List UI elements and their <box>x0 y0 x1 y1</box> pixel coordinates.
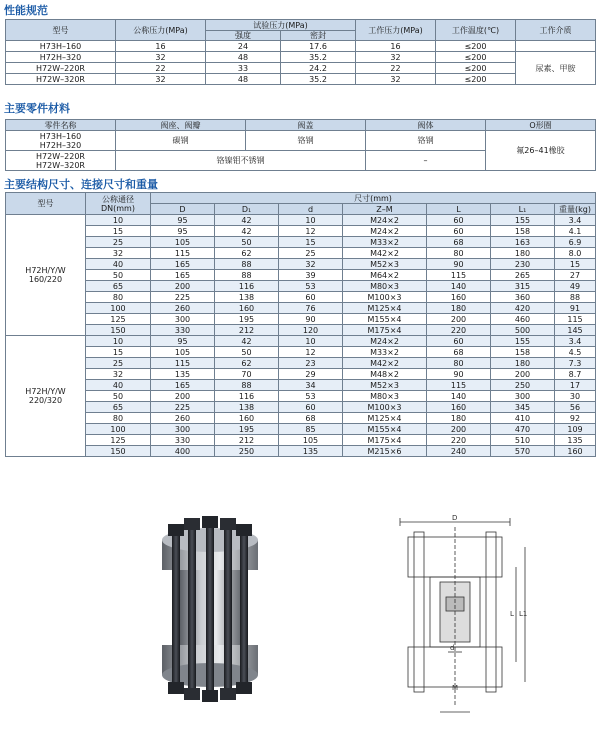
cell: – <box>366 151 486 171</box>
header-dn-label: 公称通径 <box>102 194 134 204</box>
section-title-performance: 性能规范 <box>4 4 48 17</box>
cell: 10 <box>86 336 151 347</box>
cell: M24×2 <box>343 336 427 347</box>
table-row <box>6 41 596 52</box>
cell: 60 <box>427 226 491 237</box>
header-model: 型号 <box>6 193 86 215</box>
cell: 10 <box>86 215 151 226</box>
cell: 163 <box>491 237 555 248</box>
table-row <box>6 325 596 336</box>
cell: 32 <box>279 259 343 270</box>
table-row <box>6 314 596 325</box>
cell: 345 <box>491 402 555 413</box>
cell: 56 <box>555 402 596 413</box>
header-working-pressure: 工作压力(MPa) <box>356 20 436 41</box>
header-o-ring: O形圈 <box>486 120 596 131</box>
cell: 100 <box>86 424 151 435</box>
header-working-temp: 工作温度(℃) <box>436 20 516 41</box>
cell: 115 <box>555 314 596 325</box>
cell: 50 <box>215 237 279 248</box>
cell: 40 <box>86 259 151 270</box>
table-row <box>6 380 596 391</box>
cell: 95 <box>151 336 215 347</box>
cell: 4.5 <box>555 347 596 358</box>
cell: 32 <box>356 52 436 63</box>
cell: 32 <box>86 248 151 259</box>
table-row <box>6 303 596 314</box>
cell-empty <box>516 41 596 52</box>
cell: 212 <box>215 325 279 336</box>
cell: M42×2 <box>343 248 427 259</box>
cell: 62 <box>215 358 279 369</box>
header-col-zm: Z–M <box>343 204 427 215</box>
cell: 510 <box>491 435 555 446</box>
table-row <box>6 248 596 259</box>
cell: 200 <box>491 369 555 380</box>
cell: 68 <box>427 347 491 358</box>
cell: 230 <box>491 259 555 270</box>
cell: 12 <box>279 347 343 358</box>
cell: 4.1 <box>555 226 596 237</box>
cell: M175×4 <box>343 325 427 336</box>
cell: 160 <box>427 292 491 303</box>
cell: M52×3 <box>343 259 427 270</box>
cell: 40 <box>86 380 151 391</box>
header-col-D: D <box>151 204 215 215</box>
cell: 88 <box>215 270 279 281</box>
cell: 140 <box>427 391 491 402</box>
cell: 300 <box>151 314 215 325</box>
cell: 116 <box>215 391 279 402</box>
cell: M24×2 <box>343 215 427 226</box>
drawing-label-D: D <box>452 514 458 522</box>
cell: 50 <box>86 391 151 402</box>
model-label: H72W–320R <box>36 160 85 170</box>
cell: H72H–320 <box>6 52 116 63</box>
table-row <box>6 391 596 402</box>
cell: 3.4 <box>555 336 596 347</box>
cell: 80 <box>86 292 151 303</box>
cell: 10 <box>279 336 343 347</box>
cell: M125×4 <box>343 303 427 314</box>
cell: 6.9 <box>555 237 596 248</box>
cell: 115 <box>427 380 491 391</box>
cell: 60 <box>279 402 343 413</box>
header-nominal-pressure: 公称压力(MPa) <box>116 20 206 41</box>
cell: 158 <box>491 347 555 358</box>
cell: M52×3 <box>343 380 427 391</box>
cell: ≤200 <box>436 74 516 85</box>
cell: H72W–320R <box>6 74 116 85</box>
cell: 12 <box>279 226 343 237</box>
cell: 15 <box>279 237 343 248</box>
cell: M125×4 <box>343 413 427 424</box>
cell: 300 <box>491 391 555 402</box>
header-col-weight: 重量(kg) <box>555 204 596 215</box>
table-row <box>6 435 596 446</box>
cell: 90 <box>427 369 491 380</box>
cell: 105 <box>151 237 215 248</box>
header-col-L: L <box>427 204 491 215</box>
table-row <box>6 424 596 435</box>
table-row <box>6 281 596 292</box>
table-row <box>6 63 596 74</box>
cell: 140 <box>427 281 491 292</box>
model-group-2 <box>6 151 116 171</box>
cell: M33×2 <box>343 237 427 248</box>
cell: 115 <box>151 248 215 259</box>
cell: 260 <box>151 303 215 314</box>
cell: 250 <box>215 446 279 457</box>
cell: 160 <box>555 446 596 457</box>
cell: 65 <box>86 402 151 413</box>
cell: 260 <box>151 413 215 424</box>
cell: M80×3 <box>343 391 427 402</box>
cell: 116 <box>215 281 279 292</box>
cell: 109 <box>555 424 596 435</box>
header-seat-disc: 阀座、阀瓣 <box>116 120 246 131</box>
cell: 24.2 <box>281 63 356 74</box>
cell: 400 <box>151 446 215 457</box>
header-dn <box>86 193 151 215</box>
cell: 115 <box>427 270 491 281</box>
cell: 80 <box>427 248 491 259</box>
cell: M175×4 <box>343 435 427 446</box>
table-row <box>6 369 596 380</box>
table-row <box>6 446 596 457</box>
cell: 76 <box>279 303 343 314</box>
table-row <box>6 336 596 347</box>
cell: 160 <box>427 402 491 413</box>
cell: 22 <box>356 63 436 74</box>
cell: 165 <box>151 380 215 391</box>
cell: 135 <box>151 369 215 380</box>
cell: ≤200 <box>436 63 516 74</box>
cell: 15 <box>86 226 151 237</box>
cell: H72W–220R <box>6 63 116 74</box>
cell: 88 <box>555 292 596 303</box>
model-label: 160/220 <box>28 275 63 284</box>
cell: 212 <box>215 435 279 446</box>
cell: 125 <box>86 314 151 325</box>
performance-table <box>5 19 596 85</box>
cell: 62 <box>215 248 279 259</box>
header-model: 型号 <box>6 20 116 41</box>
cell: 68 <box>279 413 343 424</box>
cell: 570 <box>491 446 555 457</box>
model-label: H73H–160 <box>39 131 82 141</box>
section-title-dimensions: 主要结构尺寸、连接尺寸和重量 <box>4 178 158 191</box>
cell: 135 <box>555 435 596 446</box>
cell: 360 <box>491 292 555 303</box>
cell: 138 <box>215 292 279 303</box>
cell: M64×2 <box>343 270 427 281</box>
cell: M155×4 <box>343 424 427 435</box>
cell: 35.2 <box>281 52 356 63</box>
drawing-label-L1: L1 <box>519 610 528 618</box>
cell: 150 <box>86 325 151 336</box>
cell: 180 <box>427 413 491 424</box>
cell: 42 <box>215 336 279 347</box>
cell: M48×2 <box>343 369 427 380</box>
cell: 15 <box>555 259 596 270</box>
cell: 180 <box>491 248 555 259</box>
cell: 200 <box>151 391 215 402</box>
cell: 25 <box>279 248 343 259</box>
header-body: 阀体 <box>366 120 486 131</box>
cell: 7.3 <box>555 358 596 369</box>
cell: 53 <box>279 391 343 402</box>
cell: 200 <box>151 281 215 292</box>
cell: ≤200 <box>436 52 516 63</box>
cell: 165 <box>151 270 215 281</box>
table-row <box>6 74 596 85</box>
header-col-L1: L₁ <box>491 204 555 215</box>
cell: 180 <box>491 358 555 369</box>
model-group-label <box>6 336 86 457</box>
cell: 195 <box>215 424 279 435</box>
table-row <box>6 215 596 226</box>
cell: M80×3 <box>343 281 427 292</box>
model-label: H72H–320 <box>39 140 82 150</box>
cell: 60 <box>427 336 491 347</box>
cell: 10 <box>279 215 343 226</box>
cell: 8.0 <box>555 248 596 259</box>
cell: 42 <box>215 215 279 226</box>
cell: 70 <box>215 369 279 380</box>
cell: 160 <box>215 303 279 314</box>
cell: 42 <box>215 226 279 237</box>
table-row <box>6 259 596 270</box>
cell: 32 <box>116 74 206 85</box>
header-part-name: 零件名称 <box>6 120 116 131</box>
cell: 300 <box>151 424 215 435</box>
cell: 27 <box>555 270 596 281</box>
cell: 3.4 <box>555 215 596 226</box>
table-row <box>6 292 596 303</box>
cell: 50 <box>86 270 151 281</box>
model-group-1 <box>6 131 116 151</box>
cell: 85 <box>279 424 343 435</box>
cell: 115 <box>151 358 215 369</box>
cell: 180 <box>427 303 491 314</box>
header-strength: 强度 <box>206 31 281 41</box>
header-dn-unit: DN(mm) <box>101 203 135 213</box>
cell: 80 <box>427 358 491 369</box>
cell: ≤200 <box>436 41 516 52</box>
cell: 32 <box>116 52 206 63</box>
cell: M100×3 <box>343 402 427 413</box>
cell: 29 <box>279 369 343 380</box>
cell: 160 <box>215 413 279 424</box>
cell: 105 <box>151 347 215 358</box>
cell: M215×6 <box>343 446 427 457</box>
cell: 65 <box>86 281 151 292</box>
cell: 95 <box>151 215 215 226</box>
table-row <box>6 52 596 63</box>
cell: 铬钢 <box>366 131 486 151</box>
cell: 16 <box>116 41 206 52</box>
cell: 200 <box>427 424 491 435</box>
header-seal: 密封 <box>281 31 356 41</box>
cell: 33 <box>206 63 281 74</box>
cell: 16 <box>356 41 436 52</box>
cell: M24×2 <box>343 226 427 237</box>
cell: 100 <box>86 303 151 314</box>
cell: 158 <box>491 226 555 237</box>
cell: H73H–160 <box>6 41 116 52</box>
cell: 105 <box>279 435 343 446</box>
cell: 200 <box>427 314 491 325</box>
cell: 330 <box>151 435 215 446</box>
cell: 80 <box>86 413 151 424</box>
cell: 500 <box>491 325 555 336</box>
o-ring-value: 氟26–41橡胶 <box>486 131 596 171</box>
header-bonnet: 阀盖 <box>246 120 366 131</box>
table-row <box>6 131 596 151</box>
cell: M100×3 <box>343 292 427 303</box>
cell: 220 <box>427 325 491 336</box>
cell: 25 <box>86 358 151 369</box>
cell: 165 <box>151 259 215 270</box>
cell: 145 <box>555 325 596 336</box>
table-row <box>6 270 596 281</box>
cell: 470 <box>491 424 555 435</box>
cell: 220 <box>427 435 491 446</box>
table-row <box>6 358 596 369</box>
cell: 88 <box>215 380 279 391</box>
cell: 410 <box>491 413 555 424</box>
header-col-d: d <box>279 204 343 215</box>
valve-drawing <box>380 512 530 720</box>
header-col-D1: D₁ <box>215 204 279 215</box>
cell: M33×2 <box>343 347 427 358</box>
section-title-materials: 主要零件材料 <box>4 102 70 115</box>
cell: 91 <box>555 303 596 314</box>
cell: 150 <box>86 446 151 457</box>
table-row <box>6 347 596 358</box>
cell: 34 <box>279 380 343 391</box>
cell: 碳钢 <box>116 131 246 151</box>
cell: 48 <box>206 52 281 63</box>
cell: 155 <box>491 215 555 226</box>
cell: 8.7 <box>555 369 596 380</box>
cell: 315 <box>491 281 555 292</box>
dimensions-table <box>5 192 596 457</box>
cell: 92 <box>555 413 596 424</box>
cell: 125 <box>86 435 151 446</box>
cell: 32 <box>86 369 151 380</box>
cell: 68 <box>427 237 491 248</box>
cell: 17 <box>555 380 596 391</box>
cell: 35.2 <box>281 74 356 85</box>
table-row <box>6 237 596 248</box>
cell: 138 <box>215 402 279 413</box>
cell: 265 <box>491 270 555 281</box>
cell: 32 <box>356 74 436 85</box>
cell: 15 <box>86 347 151 358</box>
cell: 225 <box>151 292 215 303</box>
cell: 460 <box>491 314 555 325</box>
cell: 420 <box>491 303 555 314</box>
valve-photo <box>150 510 270 710</box>
cell: 250 <box>491 380 555 391</box>
cell: 88 <box>215 259 279 270</box>
cell: 240 <box>427 446 491 457</box>
medium-value: 尿素、甲胺 <box>516 52 596 85</box>
drawing-label-d: d <box>450 644 455 652</box>
cell: M155×4 <box>343 314 427 325</box>
cell: 50 <box>215 347 279 358</box>
cell: 39 <box>279 270 343 281</box>
cell: 225 <box>151 402 215 413</box>
cell: 90 <box>427 259 491 270</box>
cell: 195 <box>215 314 279 325</box>
cell: 23 <box>279 358 343 369</box>
cell: 155 <box>491 336 555 347</box>
header-size: 尺寸(mm) <box>151 193 596 204</box>
table-row <box>6 402 596 413</box>
cell: 30 <box>555 391 596 402</box>
cell: 24 <box>206 41 281 52</box>
model-label: H72H/Y/W <box>25 387 66 396</box>
cell: 90 <box>279 314 343 325</box>
cell: 铬镍钼不锈钢 <box>116 151 366 171</box>
materials-table <box>5 119 596 171</box>
header-medium: 工作介质 <box>516 20 596 41</box>
cell: 120 <box>279 325 343 336</box>
cell: 53 <box>279 281 343 292</box>
cell: 48 <box>206 74 281 85</box>
cell: M42×2 <box>343 358 427 369</box>
table-row <box>6 226 596 237</box>
cell: 330 <box>151 325 215 336</box>
model-group-label <box>6 215 86 336</box>
drawing-label-L: L <box>510 610 514 618</box>
cell: 60 <box>427 215 491 226</box>
cell: 95 <box>151 226 215 237</box>
cell: 25 <box>86 237 151 248</box>
cell: 60 <box>279 292 343 303</box>
model-label: H72W–220R <box>36 151 85 161</box>
drawing-label-M: M <box>452 684 459 692</box>
header-test-pressure: 试验压力(MPa) <box>206 20 356 31</box>
cell: 17.6 <box>281 41 356 52</box>
cell: 49 <box>555 281 596 292</box>
cell: 22 <box>116 63 206 74</box>
table-row <box>6 413 596 424</box>
model-label: 220/320 <box>28 396 63 405</box>
cell: 铬钢 <box>246 131 366 151</box>
cell: 135 <box>279 446 343 457</box>
model-label: H72H/Y/W <box>25 266 66 275</box>
